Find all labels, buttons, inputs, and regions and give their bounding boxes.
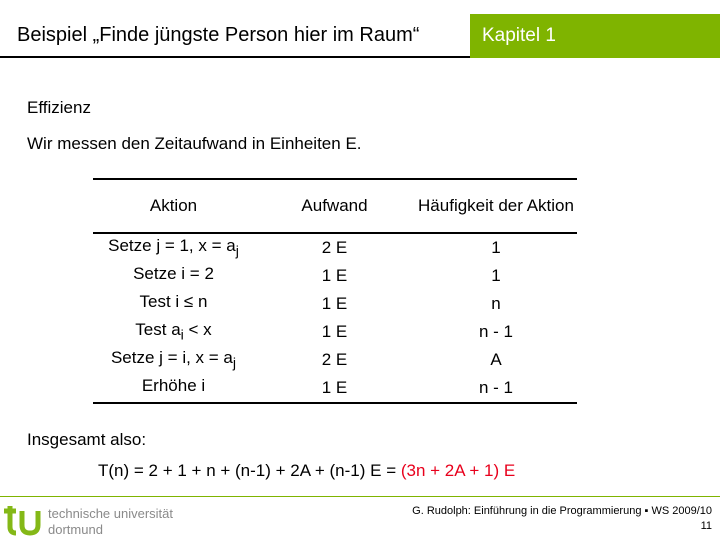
footer-divider: [0, 496, 720, 497]
tu-logo-icon: [2, 503, 44, 537]
table-row: [93, 374, 577, 403]
university-logo: [2, 503, 202, 537]
action-cell: Erhöhe i: [93, 374, 254, 403]
chapter-label: Kapitel 1: [482, 25, 556, 46]
title-underline: [0, 56, 476, 58]
table-row: [93, 290, 577, 318]
column-header-cost: Aufwand: [254, 179, 415, 233]
summary-label: Insgesamt also:: [27, 430, 147, 449]
frequency-cell: A: [490, 350, 502, 369]
column-header-frequency: Häufigkeit der Aktion: [415, 179, 577, 233]
column-header-action: Aktion: [93, 179, 254, 233]
table-row: [93, 318, 577, 346]
page-number: 11: [700, 520, 712, 532]
total-formula: [98, 461, 515, 481]
intro-text: Wir messen den Zeitaufwand in Einheiten E.: [27, 134, 362, 153]
chapter-badge: [470, 14, 720, 58]
action-cell: Test $a_i < x$: [135, 320, 212, 344]
table-row: [93, 262, 577, 290]
section-heading: Effizienz: [27, 98, 91, 117]
frequency-cell: n - 1: [478, 322, 514, 341]
cost-cell: 1 E: [254, 374, 415, 403]
logo-text-line1: technische universität: [48, 506, 174, 521]
frequency-cell: n - 1: [415, 374, 577, 403]
logo-text-line2: dortmund: [48, 522, 103, 537]
cost-cell: 1 E: [321, 322, 348, 341]
formula-prefix: T(n) = 2 + 1 + n + (n-1) + 2A + (n-1) E =: [98, 461, 401, 480]
cost-cell: 2 E: [321, 238, 348, 257]
frequency-cell: 1: [491, 238, 501, 257]
footer-credit: G. Rudolph: Einführung in die Programmierung ▪ WS 2009/10: [412, 505, 712, 517]
table-row: [93, 233, 577, 262]
frequency-cell: n: [491, 294, 501, 313]
action-cell: Test i ≤ n: [139, 292, 208, 312]
cost-cell: 1 E: [321, 294, 348, 313]
cost-cell: 1 E: [321, 266, 348, 285]
slide-title: Beispiel „Finde jüngste Person hier im Raum“: [17, 24, 420, 46]
cost-cell: 2 E: [321, 350, 348, 369]
frequency-cell: 1: [491, 266, 501, 285]
effort-table: [93, 178, 577, 404]
action-cell: Setze i = 2: [133, 264, 214, 284]
slide-header: [0, 0, 720, 58]
action-cell: Setze j = i, $x = a_j$: [110, 348, 237, 372]
table-header-row: [93, 179, 577, 233]
action-cell: Setze j = 1, $x = a_j$: [108, 236, 239, 260]
table-row: [93, 346, 577, 374]
formula-result: (3n + 2A + 1) E: [400, 461, 516, 480]
